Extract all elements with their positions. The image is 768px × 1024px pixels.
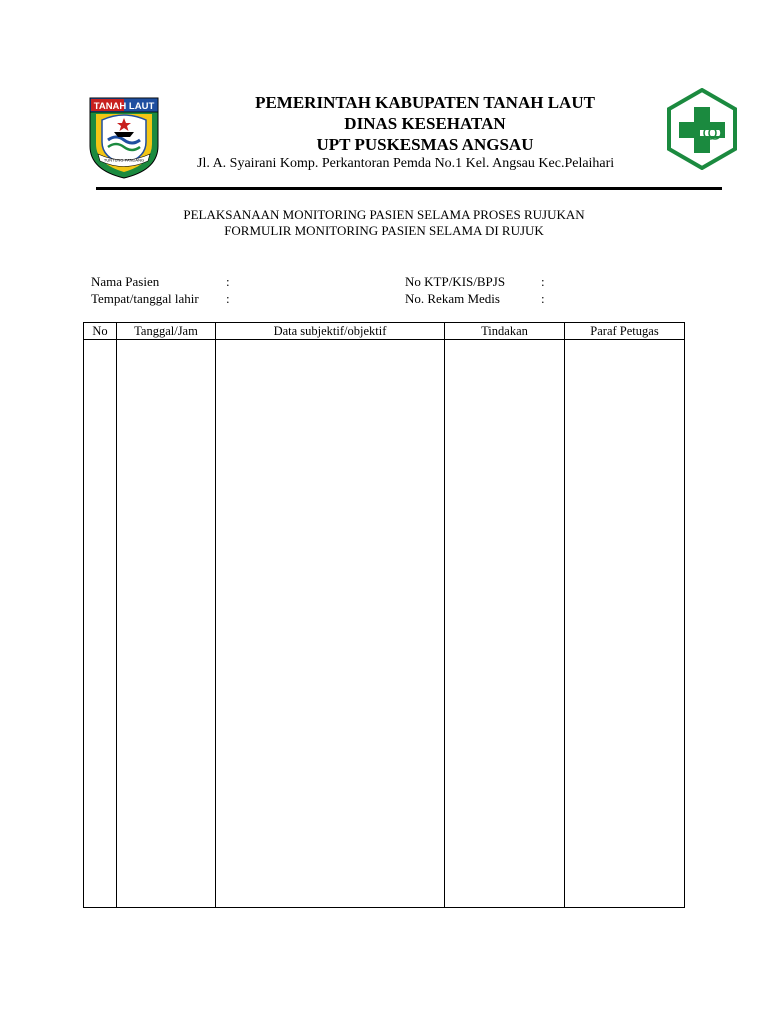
no-ktp-colon: : bbox=[541, 274, 545, 289]
cell-no[interactable] bbox=[84, 340, 117, 908]
nama-pasien-colon: : bbox=[226, 274, 230, 289]
column-header-data-subjektif-objektif: Data subjektif/objektif bbox=[216, 323, 445, 340]
tempat-tanggal-lahir-colon: : bbox=[226, 291, 230, 306]
emblem-banner-text: TUNTUNG PANDANG bbox=[103, 157, 145, 163]
nama-pasien-label: Nama Pasien bbox=[91, 274, 160, 289]
form-title: PELAKSANAAN MONITORING PASIEN SELAMA PROSES RUJUKAN bbox=[183, 207, 585, 222]
header-address: Jl. A. Syairani Komp. Perkantoran Pemda No.1 Kel. Angsau Kec.Pelaihari bbox=[197, 156, 615, 171]
table-header-row bbox=[84, 323, 685, 340]
cell-data-subjektif-objektif[interactable] bbox=[216, 340, 445, 908]
cell-tanggal-jam[interactable] bbox=[117, 340, 216, 908]
tempat-tanggal-lahir-label: Tempat/tanggal lahir bbox=[91, 291, 199, 306]
no-rekam-medis-colon: : bbox=[541, 291, 545, 306]
emblem-text: TANAH LAUT bbox=[93, 101, 155, 112]
cell-tindakan[interactable] bbox=[445, 340, 565, 908]
header-puskesmas: UPT PUSKESMAS ANGSAU bbox=[316, 135, 534, 154]
no-ktp-label: No KTP/KIS/BPJS bbox=[405, 274, 506, 289]
no-rekam-medis-label: No. Rekam Medis bbox=[405, 291, 500, 306]
column-header-no: No bbox=[84, 323, 117, 340]
column-header-tanggal-jam: Tanggal/Jam bbox=[117, 323, 216, 340]
form-subtitle: FORMULIR MONITORING PASIEN SELAMA DI RUJUK bbox=[224, 223, 544, 238]
column-header-tindakan: Tindakan bbox=[445, 323, 565, 340]
table-row bbox=[84, 340, 685, 908]
puskesmas-logo-icon bbox=[667, 88, 737, 170]
cell-paraf-petugas[interactable] bbox=[565, 340, 685, 908]
monitoring-table bbox=[83, 322, 684, 908]
column-header-paraf-petugas: Paraf Petugas bbox=[565, 323, 685, 340]
header-government: PEMERINTAH KABUPATEN TANAH LAUT bbox=[255, 93, 595, 112]
header-divider bbox=[96, 187, 722, 190]
header-department: DINAS KESEHATAN bbox=[344, 114, 506, 133]
